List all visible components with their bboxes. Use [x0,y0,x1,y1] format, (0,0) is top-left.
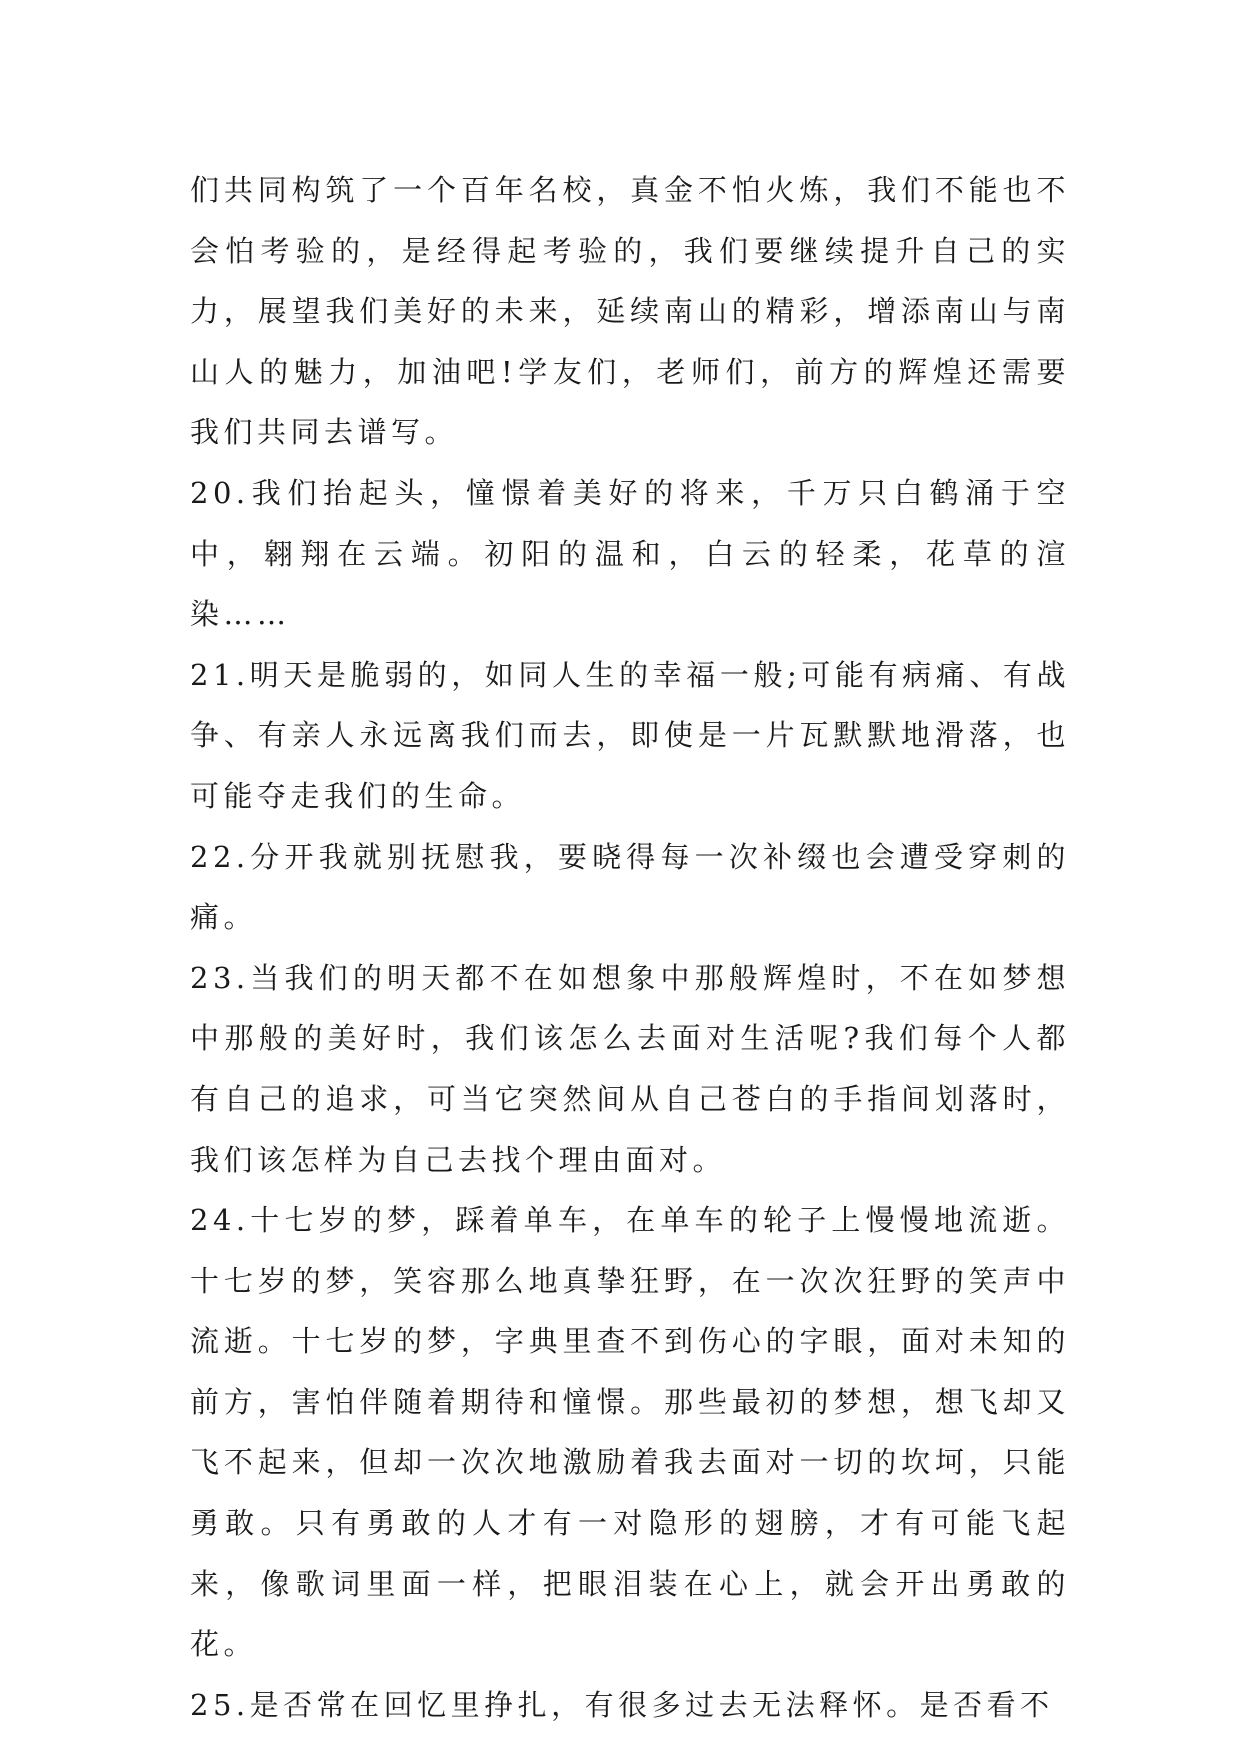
paragraph-23: 23.当我们的明天都不在如想象中那般辉煌时，不在如梦想中那般的美好时，我们该怎么去面对生活呢?我们每个人都有自己的追求，可当它突然间从自己苍白的手指间划落时，我们该怎样为自己去找个理由面对。 [190,960,1070,1177]
paragraph-24: 24.十七岁的梦，踩着单车，在单车的轮子上慢慢地流逝。十七岁的梦，笑容那么地真挚狂野，在一次次狂野的笑声中流逝。十七岁的梦，字典里查不到伤心的字眼，面对未知的前方，害怕伴随着期待和憧憬。那些最初的梦想，想飞却又飞不起来，但却一次次地激励着我去面对一切的坎坷，只能勇敢。只有勇敢的人才有一对隐形的翅膀，才有可能飞起来，像歌词里面一样，把眼泪装在心上，就会开出勇敢的花。 [190,1203,1070,1662]
document-body [190,160,1070,1735]
paragraph-22: 22.分开我就别抚慰我，要晓得每一次补缀也会遭受穿刺的痛。 [190,839,1070,935]
paragraph-20: 20.我们抬起头，憧憬着美好的将来，千万只白鹤涌于空中，翱翔在云端。初阳的温和，白云的轻柔，花草的渲染…… [190,475,1070,632]
paragraph-21: 21.明天是脆弱的，如同人生的幸福一般;可能有病痛、有战争、有亲人永远离我们而去，即使是一片瓦默默地滑落，也可能夺走我们的生命。 [190,657,1070,813]
paragraph-25: 25.是否常在回忆里挣扎，有很多过去无法释怀。是否看不 [190,1687,1054,1722]
paragraph-continuation: 们共同构筑了一个百年名校，真金不怕火炼，我们不能也不会怕考验的，是经得起考验的，我们要继续提升自己的实力，展望我们美好的未来，延续南山的精彩，增添南山与南山人的魅力，加油吧!学友们，老师们，前方的辉煌还需要我们共同去谱写。 [190,173,1070,450]
